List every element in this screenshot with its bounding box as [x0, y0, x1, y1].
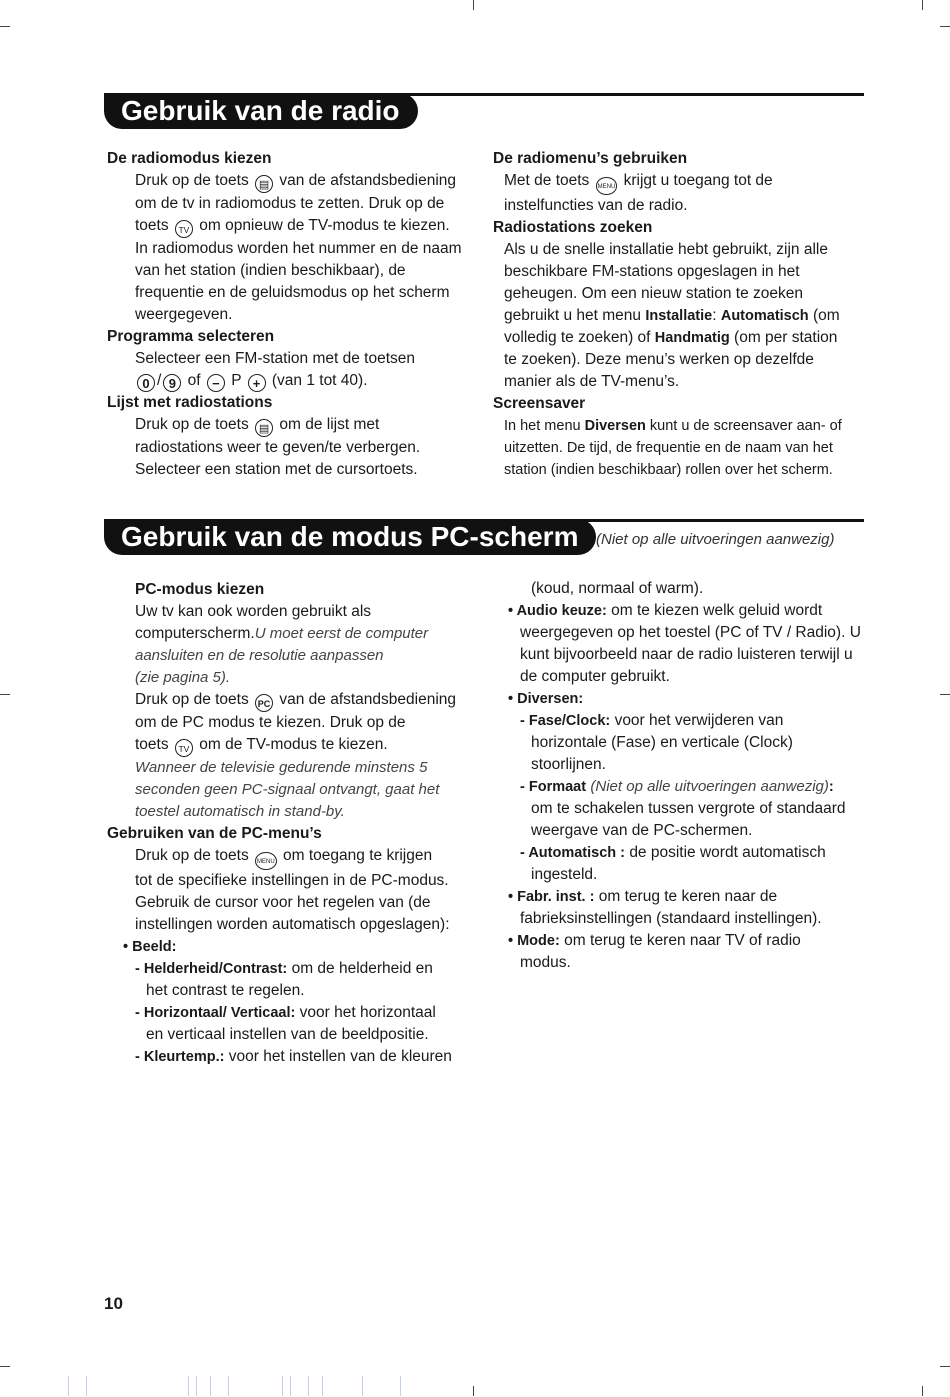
radio-left-column: [107, 148, 482, 481]
text-line: kunt bijvoorbeeld naar de radio luisteren terwijl u: [520, 646, 853, 663]
text-line: (koud, normaal of warm).: [531, 580, 704, 597]
tv-key-icon: TV: [175, 220, 193, 238]
text-line: stoorlijnen.: [531, 756, 606, 773]
paragraph: Met de toets MENU krijgt u toegang tot de: [493, 170, 868, 195]
paragraph: 0 / 9 of − P + (van 1 tot 40).: [107, 370, 482, 392]
tv-key-icon: TV: [175, 739, 193, 757]
minus-key-icon: −: [207, 374, 225, 392]
paragraph: Druk op de toets ▤ van de afstandsbediening: [135, 172, 457, 191]
list-key-icon: ▤: [255, 419, 273, 437]
bullet-item: • Fabr. inst. : om terug te keren naar de: [508, 888, 778, 905]
paragraph: gebruikt u het menu Installatie: Automatisch (om: [504, 307, 840, 324]
text-line: beschikbare FM-stations opgeslagen in het: [504, 263, 800, 280]
heading-lijst: Lijst met radiostations: [107, 394, 273, 411]
text-line: van het station (indien beschikbaar), de: [135, 262, 406, 279]
text-line: weergegeven op het toestel (PC of TV / Radio). U: [520, 624, 861, 641]
text-line: modus.: [520, 954, 571, 971]
section-header-radio: [104, 93, 864, 129]
heading-zoeken: Radiostations zoeken: [493, 219, 653, 236]
dash-item: - Formaat (Niet op alle uitvoeringen aanwezig):: [520, 778, 834, 795]
dash-item: - Automatisch : de positie wordt automatisch: [520, 844, 826, 861]
crop-mark: [473, 1386, 474, 1396]
pc-left-column: [107, 579, 482, 1068]
section-header-pc: [104, 519, 864, 555]
text-line: aansluiten en de resolutie aanpassen: [135, 647, 384, 664]
text-line: Gebruik de cursor voor het regelen van (de: [135, 894, 431, 911]
paragraph: Druk op de toets MENU om toegang te krijgen: [107, 845, 482, 870]
zero-key-icon: 0: [137, 374, 155, 392]
paragraph: volledig te zoeken) of Handmatig (om per station: [504, 329, 838, 346]
text-line: tot de specifieke instellingen in de PC-modus.: [135, 872, 449, 889]
section-note: (Niet op alle uitvoeringen aanwezig): [596, 531, 835, 548]
paragraph: toets TV om opnieuw de TV-modus te kiezen.: [107, 215, 482, 238]
text-line: toestel automatisch in stand-by.: [135, 803, 345, 820]
dash-item: - Fase/Clock: voor het verwijderen van: [520, 712, 784, 729]
text-line: om de tv in radiomodus te zetten. Druk op de: [135, 195, 445, 212]
text-line: In radiomodus worden het nummer en de naam: [135, 240, 462, 257]
crop-mark: [940, 26, 950, 27]
crop-mark: [0, 694, 10, 695]
crop-mark: [940, 694, 950, 695]
bullet-beeld: • Beeld:: [123, 939, 177, 955]
pc-right-column: [508, 578, 868, 974]
text-line: fabrieksinstellingen (standaard instellingen).: [520, 910, 822, 927]
paragraph: computerscherm.U moet eerst de computer: [135, 625, 429, 642]
menu-key-icon: MENU: [255, 852, 277, 870]
text-line: instelfuncties van de radio.: [504, 197, 688, 214]
crop-mark: [0, 26, 10, 27]
heading-radiomodus: De radiomodus kiezen: [107, 150, 272, 167]
text-line: weergave van de PC-schermen.: [531, 822, 753, 839]
plus-key-icon: +: [248, 374, 266, 392]
text-line: instellingen worden automatisch opgeslagen):: [135, 916, 450, 933]
paragraph: Druk op de toets PC van de afstandsbediening: [107, 689, 482, 712]
crop-mark: [473, 0, 474, 10]
crop-mark: [922, 0, 923, 10]
text-line: Wanneer de televisie gedurende minstens 5: [135, 759, 428, 776]
text-line: weergegeven.: [135, 306, 233, 323]
paragraph: toets TV om de TV-modus te kiezen.: [107, 734, 482, 757]
text-line: Selecteer een FM-station met de toetsen: [135, 350, 416, 367]
text-line: uitzetten. De tijd, de frequentie en de naam van het: [504, 440, 833, 456]
text-line: station (indien beschikbaar) rollen over het scherm.: [504, 462, 833, 478]
dash-item: - Horizontaal/ Verticaal: voor het horizontaal: [135, 1004, 436, 1021]
radio-key-icon: ▤: [255, 175, 273, 193]
bullet-item: • Mode: om terug te keren naar TV of radio: [508, 932, 801, 949]
heading-programma: Programma selecteren: [107, 328, 275, 345]
section-title: Gebruik van de radio: [104, 93, 418, 129]
print-registration-marks: [60, 1376, 460, 1396]
text-line: Als u de snelle installatie hebt gebruikt, zijn alle: [504, 241, 828, 258]
text-line: om de PC modus te kiezen. Druk op de: [135, 714, 406, 731]
text-line: Uw tv kan ook worden gebruikt als: [135, 603, 372, 620]
bullet-item: • Audio keuze: om te kiezen welk geluid wordt: [508, 602, 823, 619]
text-line: de computer gebruikt.: [520, 668, 670, 685]
bullet-diversen: • Diversen:: [508, 691, 584, 707]
text-line: (zie pagina 5).: [135, 669, 231, 686]
crop-mark: [922, 1386, 923, 1396]
nine-key-icon: 9: [163, 374, 181, 392]
page-number: 10: [104, 1294, 123, 1313]
pc-key-icon: PC: [255, 694, 273, 712]
dash-item: - Kleurtemp.: voor het instellen van de kleuren: [135, 1048, 452, 1065]
text-line: ingesteld.: [531, 866, 598, 883]
heading-pc-modus: PC-modus kiezen: [135, 581, 265, 598]
text-line: horizontale (Fase) en verticale (Clock): [531, 734, 793, 751]
text-line: en verticaal instellen van de beeldpositie.: [146, 1026, 429, 1043]
text-line: geheugen. Om een nieuw station te zoeken: [504, 285, 804, 302]
radio-right-column: [493, 148, 868, 481]
menu-key-icon: MENU: [596, 177, 618, 195]
text-line: om te schakelen tussen vergrote of standaard: [531, 800, 846, 817]
paragraph: In het menu Diversen kunt u de screensaver aan- of: [504, 418, 842, 434]
text-line: het contrast te regelen.: [146, 982, 305, 999]
text-line: frequentie en de geluidsmodus op het scherm: [135, 284, 450, 301]
crop-mark: [940, 1366, 950, 1367]
text-line: Selecteer een station met de cursortoets.: [135, 461, 418, 478]
crop-mark: [0, 1366, 10, 1367]
text-line: radiostations weer te geven/te verbergen.: [135, 439, 421, 456]
section-title: Gebruik van de modus PC-scherm: [104, 519, 596, 555]
text-line: manier als de TV-menu’s.: [504, 373, 680, 390]
text-line: te zoeken). Deze menu’s werken op dezelfde: [504, 351, 814, 368]
dash-item: - Helderheid/Contrast: om de helderheid en: [135, 960, 433, 977]
heading-radiomenu: De radiomenu’s gebruiken: [493, 150, 688, 167]
heading-screensaver: Screensaver: [493, 395, 586, 412]
text-line: seconden geen PC-signaal ontvangt, gaat het: [135, 781, 440, 798]
paragraph: Druk op de toets ▤ om de lijst met: [135, 416, 380, 435]
heading-pc-menus: Gebruiken van de PC-menu’s: [107, 825, 322, 842]
